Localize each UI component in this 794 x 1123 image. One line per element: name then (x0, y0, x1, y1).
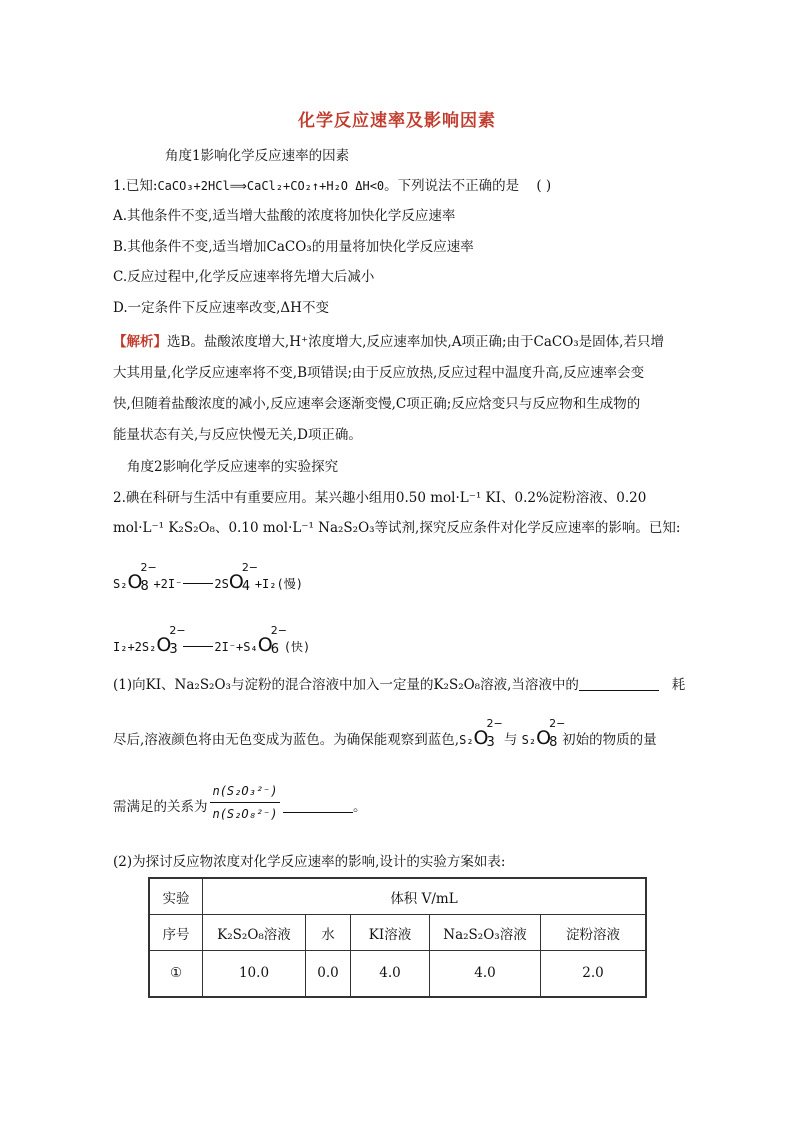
col-starch: 淀粉溶液 (541, 915, 647, 951)
table-row (149, 951, 646, 997)
eq2-right: (快) (283, 640, 311, 654)
ratio-fraction (210, 784, 280, 821)
ion-thiosulfate: O 2− 3 (156, 624, 186, 657)
q2-part2: (2)为探讨反应物浓度对化学反应速率的影响,设计的实验方案如表: (113, 854, 506, 870)
cell: 2.0 (541, 951, 647, 997)
reaction-arrow (183, 583, 213, 584)
question1-stem (113, 177, 551, 195)
answer-blank-2-wrap: 。 (283, 798, 367, 816)
q2-intro-line-1: 2.碘在科研与生活中有重要应用。某兴趣小组用0.50 mol·L⁻¹ KI、0.2%淀粉溶液、0.20 (113, 490, 647, 506)
eq2-mid: 2I⁻+S₄ (214, 640, 258, 654)
cell: 10.0 (203, 951, 306, 997)
q1-prefix: 1.已知: (113, 178, 158, 194)
angle1-heading: 角度1影响化学反应速率的因素 (165, 148, 350, 164)
q1-equation: CaCO₃+2HCl⟹CaCl₂+CO₂↑+H₂O ΔH<0 (157, 179, 385, 193)
eq2-left: I₂+2S₂ (113, 640, 157, 654)
q1-option-b: B.其他条件不变,适当增加CaCO₃的用量将加快化学反应速率 (113, 239, 474, 255)
ion-thiosulfate: O 2− 3 (473, 717, 503, 750)
experiment-table (148, 877, 647, 998)
cell: 4.0 (351, 951, 430, 997)
header-exp-top: 实验 (149, 878, 203, 915)
row-id: ① (149, 951, 203, 997)
analysis-text-1: 选B。盐酸浓度增大,H⁺浓度增大,反应速率加快,A项正确;由于CaCO₃是固体,若只增 (167, 334, 664, 350)
q2-part1-line-1: (1)向KI、Na₂S₂O₃与淀粉的混合溶液中加入一定量的K₂S₂O₈溶液,当溶液中的 耗 (113, 677, 686, 693)
answer-blank-2[interactable] (283, 800, 353, 813)
col-k2s2o8: K₂S₂O₈溶液 (203, 915, 306, 951)
ion-tetrathionate: O 2− 6 (257, 624, 287, 657)
cell: 4.0 (430, 951, 541, 997)
q1-analysis-line-3: 快,但随着盐酸浓度的减小,反应速率会逐渐变慢,C项正确;反应焓变只与反应物和生成物的 (113, 396, 641, 412)
q1-option-c: C.反应过程中,化学反应速率将先增大后减小 (113, 269, 375, 285)
analysis-tag: 【解析】 (113, 334, 167, 350)
angle2-heading: 角度2影响化学反应速率的实验探究 (127, 459, 339, 475)
q2-part1-line-2: 尽后,溶液颜色将由无色变成为蓝色。为确保能观察到蓝色,S₂O 2− 3 与 S₂O 2− 8 初始的物质的量 (113, 717, 657, 750)
q2-intro-line-2: mol·L⁻¹ K₂S₂O₈、0.10 mol·L⁻¹ Na₂S₂O₃等试剂,探究反应条件对化学反应速率的影响。已知: (113, 520, 681, 536)
fraction-denominator: n(S₂O₈²⁻) (212, 807, 278, 821)
ion-peroxodisulfate: O 2− 8 (127, 561, 157, 594)
q1-answer-paren: ( ) (536, 178, 552, 194)
equation-slow (113, 561, 303, 594)
q1-analysis-line-1 (113, 333, 664, 351)
col-ki: KI溶液 (351, 915, 430, 951)
ion-peroxodisulfate: O 2− 8 (536, 717, 566, 750)
equation-fast (113, 624, 311, 657)
ion-sulfate: O 2− 4 (228, 561, 259, 594)
q1-analysis-line-4: 能量状态有关,与反应快慢无关,D项正确。 (113, 427, 362, 443)
header-volume: 体积 V/mL (203, 878, 647, 915)
col-na2s2o3: Na₂S₂O₃溶液 (430, 915, 541, 951)
header-exp-bottom: 序号 (149, 915, 203, 951)
eq1-left: S₂ (113, 577, 128, 591)
q2-part1-line-3: 需满足的关系为 (113, 799, 208, 815)
fraction-numerator: n(S₂O₃²⁻) (212, 784, 278, 798)
q1-option-a: A.其他条件不变,适当增大盐酸的浓度将加快化学反应速率 (113, 208, 456, 224)
reaction-arrow (183, 646, 213, 647)
q1-option-d: D.一定条件下反应速率改变,ΔH不变 (113, 300, 329, 316)
cell: 0.0 (306, 951, 351, 997)
q1-analysis-line-2: 大其用量,化学反应速率将不变,B项错误;由于反应放热,反应过程中温度升高,反应速率会变 (113, 365, 645, 381)
q1-suffix: 。下列说法不正确的是 (384, 178, 520, 194)
eq1-mid2: 2S (214, 577, 229, 591)
eq1-right: +I₂(慢) (254, 577, 303, 591)
page-title: 化学反应速率及影响因素 (298, 111, 496, 131)
answer-blank-1[interactable] (579, 678, 659, 691)
col-water: 水 (306, 915, 351, 951)
eq1-mid: +2I⁻ (153, 577, 183, 591)
